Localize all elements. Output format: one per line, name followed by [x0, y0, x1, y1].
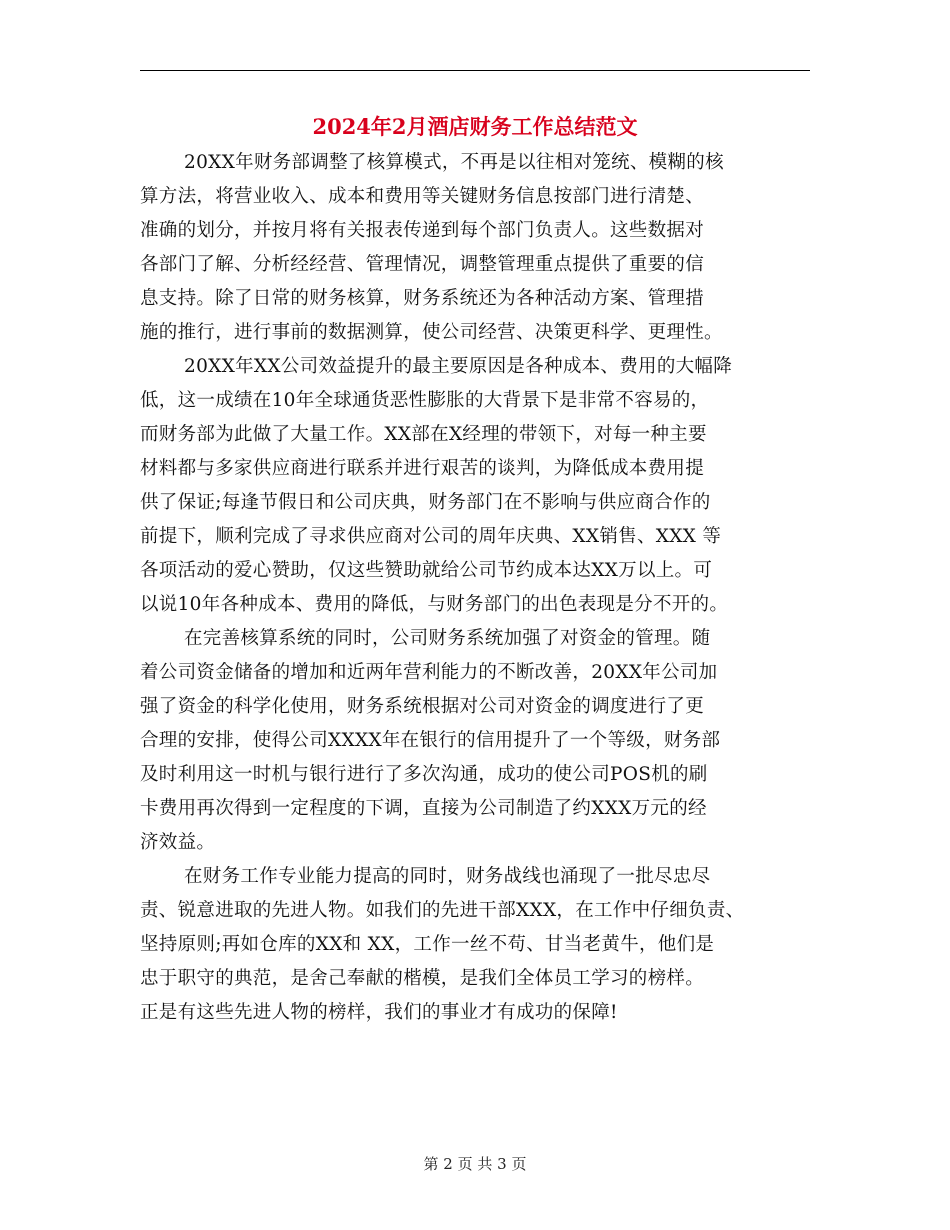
paragraph-4-line-1: 在财务工作专业能力提高的同时，财务战线也涌现了一批尽忠尽 [184, 866, 711, 887]
document-title: 2024年2月酒店财务工作总结范文 [312, 114, 638, 139]
paragraph-3-line-6: 卡费用再次得到一定程度的下调，直接为公司制造了约XXX万元的经 [140, 798, 707, 819]
paragraph-1-line-3: 准确的划分，并按月将有关报表传递到每个部门负责人。这些数据对 [140, 220, 705, 241]
paragraph-3-line-3: 强了资金的科学化使用，财务系统根据对公司对资金的调度进行了更 [140, 696, 705, 717]
paragraph-1-line-1: 20XX年财务部调整了核算模式，不再是以往相对笼统、模糊的核 [184, 152, 724, 173]
paragraph-2-line-5: 供了保证;每逢节假日和公司庆典，财务部门在不影响与供应商合作的 [140, 492, 711, 513]
paragraph-2-line-3: 而财务部为此做了大量工作。XX部在X经理的带领下，对每一种主要 [140, 424, 707, 445]
paragraph-3-line-5: 及时利用这一时机与银行进行了多次沟通，成功的使公司POS机的刷 [140, 764, 708, 785]
paragraph-3-line-1: 在完善核算系统的同时，公司财务系统加强了对资金的管理。随 [184, 628, 711, 649]
paragraph-2-line-6: 前提下，顺利完成了寻求供应商对公司的周年庆典、XX销售、XXX 等 [140, 526, 722, 547]
paragraph-3-line-7: 济效益。 [140, 832, 216, 853]
paragraph-2-line-8: 以说10年各种成本、费用的降低，与财务部门的出色表现是分不开的。 [140, 594, 729, 615]
paragraph-2-line-2: 低，这一成绩在10年全球通货恶性膨胀的大背景下是非常不容易的， [140, 390, 710, 411]
paragraph-4-line-3: 坚持原则;再如仓库的XX和 XX，工作一丝不苟、甘当老黄牛，他们是 [140, 934, 715, 955]
paragraph-1-line-2: 算方法，将营业收入、成本和费用等关键财务信息按部门进行清楚、 [140, 186, 705, 207]
document-body [140, 146, 830, 1030]
paragraph-3-line-2: 着公司资金储备的增加和近两年营利能力的不断改善，20XX年公司加 [140, 662, 718, 683]
paragraph-4-line-5: 正是有这些先进人物的榜样，我们的事业才有成功的保障! [140, 1002, 618, 1023]
header-rule [140, 70, 810, 71]
paragraph-2-line-1: 20XX年XX公司效益提升的最主要原因是各种成本、费用的大幅降 [184, 356, 733, 377]
paragraph-4-line-4: 忠于职守的典范，是舍己奉献的楷模，是我们全体员工学习的榜样。 [140, 968, 705, 989]
paragraph-2-line-4: 材料都与多家供应商进行联系并进行艰苦的谈判，为降低成本费用提 [140, 458, 705, 479]
paragraph-3-line-4: 合理的安排，使得公司XXXX年在银行的信用提升了一个等级，财务部 [140, 730, 721, 751]
page-footer: 第 2 页 共 3 页 [423, 1155, 527, 1173]
paragraph-2-line-7: 各项活动的爱心赞助，仅这些赞助就给公司节约成本达XX万以上。可 [140, 560, 713, 581]
paragraph-1-line-4: 各部门了解、分析经经营、管理情况，调整管理重点提供了重要的信 [140, 254, 705, 275]
paragraph-1-line-5: 息支持。除了日常的财务核算，财务系统还为各种活动方案、管理措 [140, 288, 705, 309]
paragraph-4-line-2: 责、锐意进取的先进人物。如我们的先进干部XXX，在工作中仔细负责、 [140, 900, 745, 921]
paragraph-1-line-6: 施的推行，进行事前的数据测算，使公司经营、决策更科学、更理性。 [140, 322, 723, 343]
